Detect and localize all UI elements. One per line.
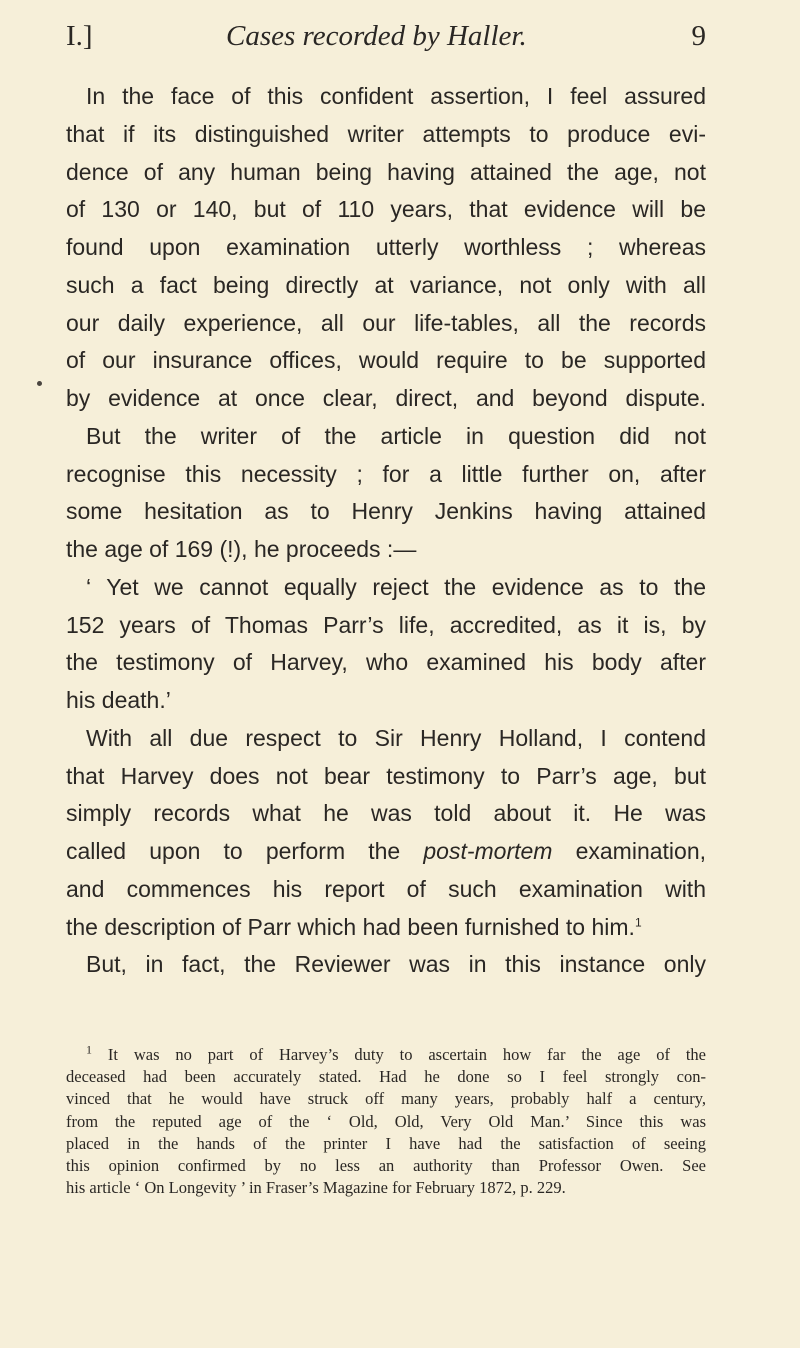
text-line: the testimony of Harvey, who examined his body after bbox=[66, 649, 706, 676]
text-line: But the writer of the article in question did not bbox=[86, 422, 706, 449]
text-line: 152 years of Thomas Parr’s life, accredited, as it is, by bbox=[66, 611, 706, 638]
text-line: by evidence at once clear, direct, and beyond dispute. bbox=[66, 385, 706, 411]
text-line: of our insurance offices, would require to be supported bbox=[66, 347, 706, 374]
footnote bbox=[66, 1044, 706, 1199]
text-line: In the face of this confident assertion, I feel assured bbox=[86, 83, 706, 109]
text-line bbox=[66, 909, 706, 947]
footnote-line bbox=[66, 1044, 706, 1066]
footnote-line: this opinion confirmed by no less an authority than Professor Owen. See bbox=[66, 1155, 706, 1175]
running-header bbox=[66, 20, 706, 60]
footnote-marker: 1 bbox=[86, 1044, 92, 1057]
text-line: that if its distinguished writer attempts to produce evi- bbox=[66, 120, 706, 147]
text-line bbox=[66, 833, 706, 871]
text-line: But, in fact, the Reviewer was in this instance only bbox=[86, 951, 706, 978]
text-line: the age of 169 (!), he proceeds :— bbox=[66, 536, 417, 562]
page-number: 9 bbox=[691, 20, 706, 52]
text-line: of 130 or 140, but of 110 years, that evidence will be bbox=[66, 196, 706, 223]
footnote-line: placed in the hands of the printer I have had the satisfaction of seeing bbox=[66, 1133, 706, 1153]
text-segment: examination, bbox=[575, 838, 706, 864]
text-segment: It was no part of Harvey’s duty to ascertain how far the age of the bbox=[107, 1045, 706, 1064]
text-line: our daily experience, all our life-tables, all the records bbox=[66, 309, 706, 336]
footnote-line: from the reputed age of the ‘ Old, Old, Very Old Man.’ Since this was bbox=[66, 1111, 706, 1131]
text-line: simply records what he was told about it. He was bbox=[66, 800, 706, 827]
text-line: With all due respect to Sir Henry Holland, I contend bbox=[86, 724, 706, 751]
text-segment: called upon to perform the bbox=[66, 838, 401, 864]
italic-term: post-mortem bbox=[423, 838, 553, 864]
margin-mark bbox=[37, 381, 42, 386]
footnote-line: his article ‘ On Longevity ’ in Fraser’s Magazine for February 1872, p. 229. bbox=[66, 1178, 566, 1198]
text-line: some hesitation as to Henry Jenkins having attained bbox=[66, 498, 706, 525]
text-line: recognise this necessity ; for a little further on, after bbox=[66, 460, 706, 487]
text-segment: the description of Parr which had been furnished to him. bbox=[66, 913, 635, 940]
chapter-number: I.] bbox=[66, 20, 93, 52]
body-text bbox=[66, 78, 706, 984]
footnote-line: vinced that he would have struck off many years, probably half a century, bbox=[66, 1089, 706, 1109]
footnote-reference: 1 bbox=[634, 914, 642, 929]
text-line: dence of any human being having attained the age, not bbox=[66, 158, 706, 185]
text-line: that Harvey does not bear testimony to Parr’s age, but bbox=[66, 762, 706, 789]
text-line: his death.’ bbox=[66, 687, 171, 713]
text-line: found upon examination utterly worthless ; whereas bbox=[66, 234, 706, 260]
text-line: ‘ Yet we cannot equally reject the evidence as to the bbox=[86, 573, 706, 600]
text-line: and commences his report of such examination with bbox=[66, 875, 706, 902]
running-title: Cases recorded by Haller. bbox=[226, 20, 527, 52]
footnote-line: deceased had been accurately stated. Had he done so I feel strongly con- bbox=[66, 1067, 706, 1087]
text-line: such a fact being directly at variance, not only with all bbox=[66, 271, 706, 298]
